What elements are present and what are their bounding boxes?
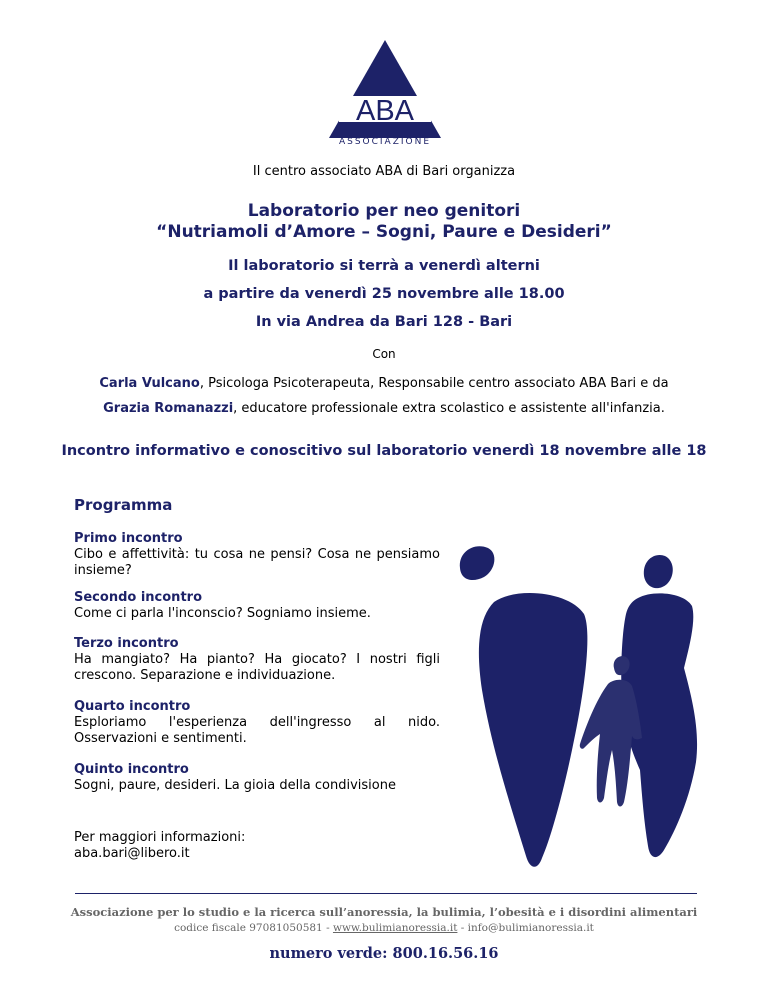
father-head: [460, 546, 495, 580]
person-role: , educatore professionale extra scolastico e assistente all'infanzia.: [233, 401, 665, 416]
session-title: Terzo incontro: [74, 636, 179, 651]
session-title: Primo incontro: [74, 531, 183, 546]
session-2: [74, 590, 440, 622]
contact-block: [74, 830, 440, 862]
mother-head: [644, 555, 673, 588]
footer-website-link[interactable]: www.bulimianoressia.it: [332, 922, 458, 934]
person-name: Grazia Romanazzi: [103, 401, 234, 416]
aba-logo: [329, 38, 441, 150]
footer-fiscal-code: codice fiscale 97081050581 -: [174, 922, 333, 934]
person-name: Carla Vulcano: [99, 376, 200, 391]
session-5: [74, 762, 440, 794]
logo-subtitle: ASSOCIAZIONE: [338, 137, 432, 147]
session-title: Quinto incontro: [74, 762, 189, 777]
family-figures-illustration: [452, 540, 742, 870]
session-3: [74, 636, 440, 684]
footer-email: - info@bulimianoressia.it: [457, 922, 594, 934]
info-line-2: a partire da venerdì 25 novembre alle 18.00: [203, 286, 565, 302]
intro-text: Il centro associato ABA di Bari organizza: [252, 164, 516, 179]
title-line-2: “Nutriamoli d’Amore – Sogni, Paure e Desideri”: [156, 222, 612, 242]
father-body: [479, 593, 588, 867]
footer-phone: numero verde: 800.16.56.16: [269, 945, 499, 962]
footer-association: Associazione per lo studio e la ricerca sull’anoressia, la bulimia, l’obesità e i disordini alimentari: [70, 905, 698, 919]
footer-contacts: [0, 922, 768, 934]
session-text: Ha mangiato? Ha pianto? Ha giocato? I nostri figli crescono. Separazione e individuazione.: [74, 652, 440, 683]
session-title: Secondo incontro: [74, 590, 202, 605]
con-text: Con: [372, 347, 396, 361]
program-title: Programma: [74, 496, 173, 514]
contact-label: Per maggiori informazioni:: [74, 830, 246, 845]
meeting-info: Incontro informativo e conoscitivo sul laboratorio venerdì 18 novembre alle 18: [61, 443, 707, 459]
person-carla: [0, 376, 768, 391]
session-text: Cibo e affettività: tu cosa ne pensi? Cosa ne pensiamo insieme?: [74, 547, 440, 578]
session-text: Sogni, paure, desideri. La gioia della condivisione: [74, 778, 396, 793]
svg-text:ABA: ABA: [355, 95, 415, 127]
title-line-1: Laboratorio per neo genitori: [247, 201, 521, 221]
info-line-1: Il laboratorio si terrà a venerdì alterni: [228, 258, 540, 274]
session-text: Esploriamo l'esperienza dell'ingresso al nido. Osservazioni e sentimenti.: [74, 715, 440, 746]
footer-divider: [75, 893, 697, 894]
session-4: [74, 699, 440, 747]
session-1: [74, 531, 440, 579]
session-text: Come ci parla l'inconscio? Sogniamo insieme.: [74, 606, 371, 621]
contact-email[interactable]: aba.bari@libero.it: [74, 846, 190, 861]
person-grazia: [0, 401, 768, 416]
session-title: Quarto incontro: [74, 699, 191, 714]
person-role: , Psicologa Psicoterapeuta, Responsabile centro associato ABA Bari e da: [199, 376, 669, 391]
info-line-3: In via Andrea da Bari 128 - Bari: [255, 314, 513, 330]
